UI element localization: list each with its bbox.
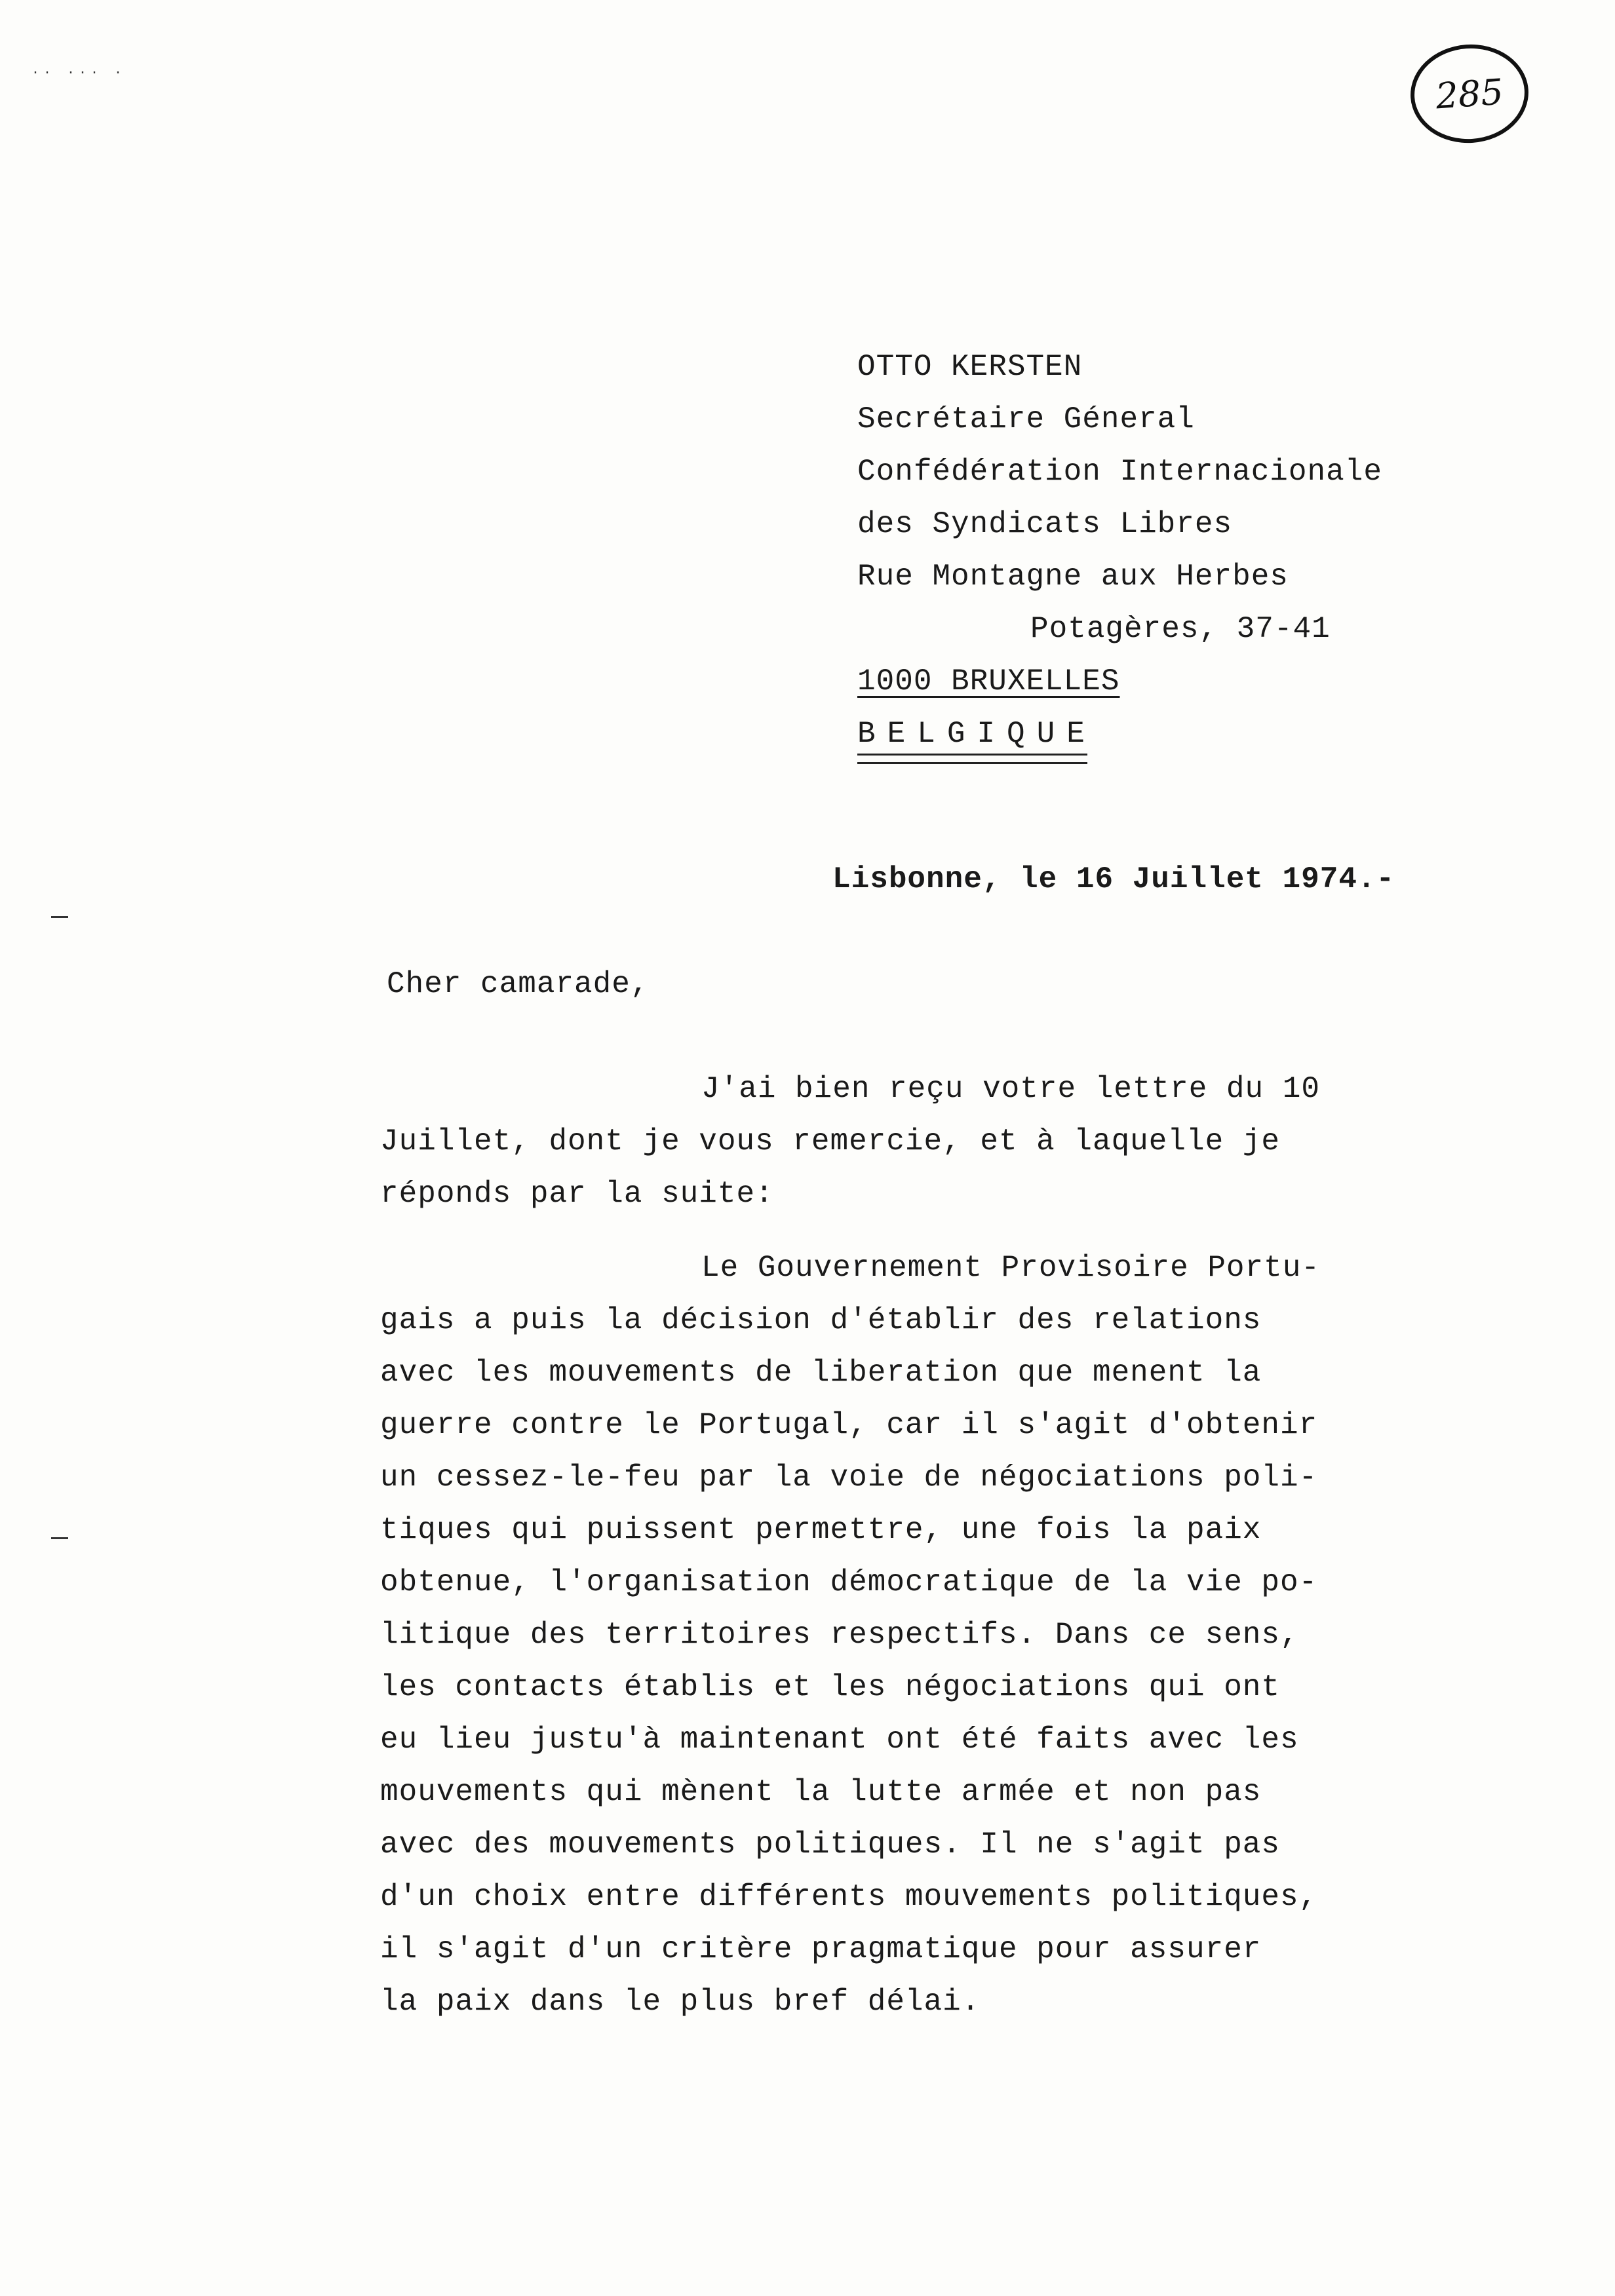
paragraph-line: les contacts établis et les négociations qui ont bbox=[380, 1670, 1281, 1704]
recipient-name: OTTO KERSTEN bbox=[857, 350, 1083, 384]
paragraph-line: Le Gouvernement Provisoire Portu- bbox=[701, 1251, 1320, 1285]
scan-mark: ·· ··· · bbox=[31, 66, 126, 81]
paragraph-line: litique des territoires respectifs. Dans ce sens, bbox=[380, 1618, 1299, 1652]
recipient-organization-line1: Confédération Internacionale bbox=[857, 455, 1382, 489]
paragraph-acknowledgement bbox=[380, 1063, 1320, 1220]
recipient-city: 1000 BRUXELLES bbox=[857, 664, 1120, 698]
recipient-street-line1: Rue Montagne aux Herbes bbox=[857, 560, 1289, 594]
recipient-country-row bbox=[857, 708, 1382, 760]
paragraph-line: gais a puis la décision d'établir des relations bbox=[380, 1303, 1262, 1337]
paragraph-line: eu lieu justu'à maintenant ont été faits avec les bbox=[380, 1723, 1299, 1757]
paragraph-line: réponds par la suite: bbox=[380, 1177, 774, 1211]
recipient-title: Secrétaire Géneral bbox=[857, 402, 1195, 436]
paragraph-line: avec les mouvements de liberation que menent la bbox=[380, 1356, 1262, 1390]
paragraph-line: avec des mouvements politiques. Il ne s'agit pas bbox=[380, 1827, 1281, 1862]
recipient-street-line2: Potagères, 37-41 bbox=[1030, 612, 1331, 646]
dateline: Lisbonne, le 16 Juillet 1974.- bbox=[832, 862, 1395, 896]
paragraph-line: guerre contre le Portugal, car il s'agit d'obtenir bbox=[380, 1408, 1318, 1442]
paragraph-line: tiques qui puissent permettre, une fois la paix bbox=[380, 1513, 1262, 1547]
margin-mark bbox=[51, 916, 68, 918]
paragraph-government-position bbox=[380, 1242, 1320, 2028]
folio-number: 285 bbox=[1434, 70, 1505, 117]
folio-stamp bbox=[1407, 41, 1532, 147]
paragraph-line: d'un choix entre différents mouvements politiques, bbox=[380, 1880, 1318, 1914]
paragraph-line: un cessez-le-feu par la voie de négociations poli- bbox=[380, 1461, 1318, 1495]
paragraph-line: obtenue, l'organisation démocratique de la vie po- bbox=[380, 1565, 1318, 1599]
recipient-country: BELGIQUE bbox=[857, 708, 1097, 760]
paragraph-line: J'ai bien reçu votre lettre du 10 bbox=[701, 1072, 1320, 1106]
recipient-address bbox=[857, 341, 1382, 760]
paragraph-line: mouvements qui mènent la lutte armée et non pas bbox=[380, 1775, 1262, 1809]
margin-mark bbox=[51, 1537, 68, 1539]
recipient-city-row bbox=[857, 655, 1382, 708]
recipient-organization-line2: des Syndicats Libres bbox=[857, 507, 1233, 541]
paragraph-line: il s'agit d'un critère pragmatique pour assurer bbox=[380, 1932, 1262, 1966]
paragraph-line: Juillet, dont je vous remercie, et à laquelle je bbox=[380, 1124, 1281, 1158]
paragraph-line: la paix dans le plus bref délai. bbox=[380, 1985, 981, 2019]
salutation: Cher camarade, bbox=[387, 967, 650, 1001]
